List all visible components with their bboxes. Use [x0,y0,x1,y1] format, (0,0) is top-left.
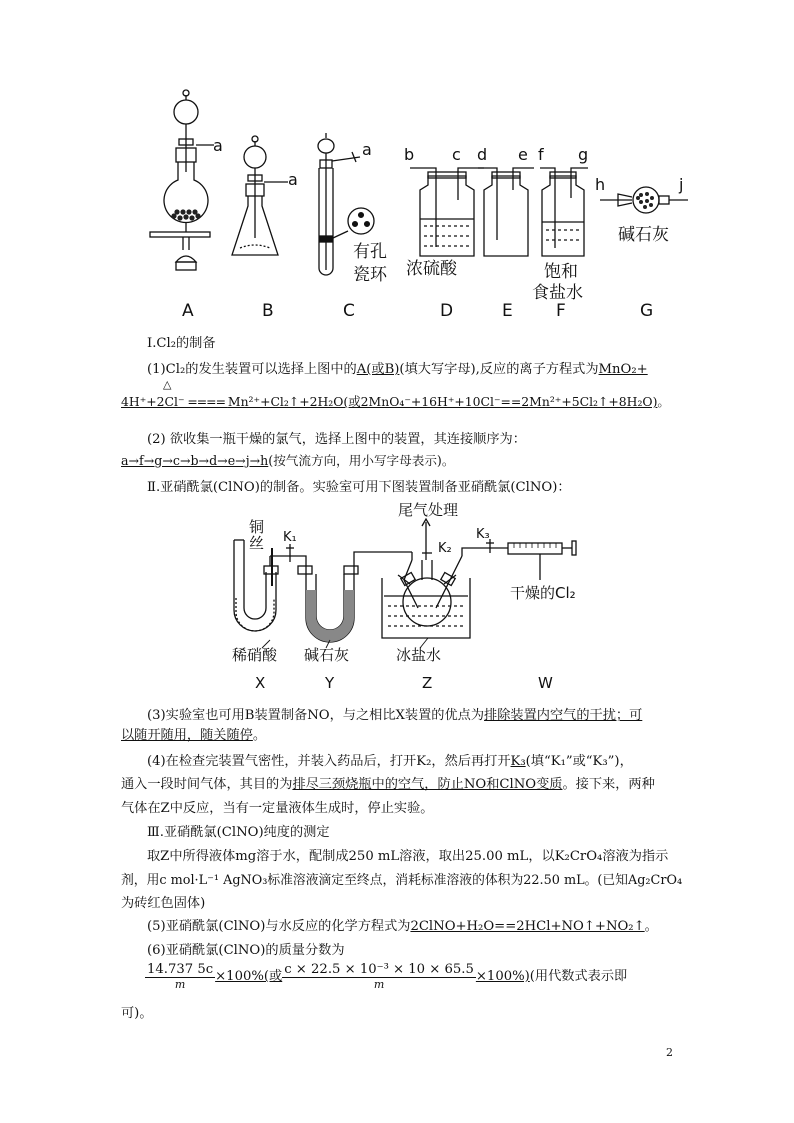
q6-answer: $\frac{14.737 5c}{m}$ ×100%(或 $\frac{\text{c × 22.5 × 10⁻³ × 10 × 65.5}}{m}$ ×100%)(用代数式表示即 [147,962,628,991]
label-A: A [182,301,194,321]
q5-line: (5)亚硝酰氯(ClNO)与水反应的化学方程式为2ClNO+H₂O==2HCl+NO↑+NO₂↑。 [147,919,658,934]
label-a-A: a [213,136,223,155]
apparatus-Y [298,552,412,642]
q1-equation: Mn²⁺+Cl₂↑+2H₂O(或2MnO₄⁻+16H⁺+10Cl⁻==2Mn²⁺+5Cl₂↑+8H₂O) [227,394,658,409]
q5-answer: 2ClNO+H₂O==2HCl+NO↑+NO₂↑ [410,919,645,934]
apparatus-W [462,539,576,580]
section3-p2: 剂，用c mol·L⁻¹ AgNO₃标准溶液滴定至终点，消耗标准溶液的体积为22.50 mL。(已知Ag₂CrO₄ [121,873,683,888]
label-Z: Z [422,674,433,692]
label-K3: K₃ [476,527,490,542]
q3-answer-2: 以随开随用，随关随停 [121,728,253,743]
q4-line3: 气体在Z中反应，当有一定量液体生成时，停止实验。 [121,801,434,816]
q2-answer: a→f→g→c→b→d→e→j→h [121,453,269,468]
q1-answer: A(或B) [356,362,400,377]
label-K2: K₂ [438,541,452,556]
q4-line2: 通入一段时间气体，其目的为排尽三颈烧瓶中的空气，防止NO和ClNO变质。接下来，两种 [121,777,655,792]
label-g: g [578,145,589,164]
label-sat-brine-2: 食盐水 [532,283,583,303]
section3-p3: 为砖红色固体) [121,896,206,911]
q6-fraction-1: $\frac{14.737 5c}{m}$ [147,962,214,991]
q3-line1: (3)实验室也可用B装置制备NO，与之相比X装置的优点为排除装置内空气的干扰；可 [147,708,643,723]
q1-triangle: △ [163,378,172,391]
label-dilute-hno3: 稀硝酸 [232,646,278,664]
label-E: E [502,301,513,321]
q4-purpose-answer: 排尽三颈烧瓶中的空气，防止NO和ClNO变质 [292,777,563,792]
label-h: h [595,175,606,194]
q1-line2: 4H⁺+2Cl⁻ ==== Mn²⁺+Cl₂↑+2H₂O(或2MnO₄⁻+16H⁺+10Cl⁻==2Mn²⁺+5Cl₂↑+8H₂O)。 [121,394,670,409]
label-C: C [343,301,355,321]
label-f: f [538,145,544,164]
label-j: j [679,175,684,194]
q6-fraction-2: $\frac{\text{c × 22.5 × 10⁻³ × 10 × 65.5}}{m}$ [284,962,474,991]
label-b: b [404,145,415,164]
q4-answer: K₃ [510,754,526,769]
page-number: 2 [666,1046,673,1059]
label-soda-lime-Y: 碱石灰 [304,646,350,664]
q2-line2: a→f→g→c→b→d→e→j→h(按气流方向，用小写字母表示)。 [121,453,455,468]
label-copper-wire-2: 丝 [249,534,265,552]
apparatus-X [234,540,300,631]
label-a-C: a [362,140,372,159]
q6-line: (6)亚硝酰氯(ClNO)的质量分数为 [147,943,345,958]
label-Y: Y [325,674,335,692]
section2-heading: Ⅱ.亚硝酰氯(ClNO)的制备。实验室可用下图装置制备亚硝酰氯(ClNO)： [147,480,571,495]
section1-heading: Ⅰ.Cl₂的制备 [147,336,216,351]
q2-line1: (2) 欲收集一瓶干燥的氯气，选择上图中的装置，其连接顺序为： [147,432,526,447]
section3-heading: Ⅲ.亚硝酰氯(ClNO)纯度的测定 [147,825,330,840]
label-ice-brine: 冰盐水 [396,646,442,664]
label-dry-cl2: 干燥的Cl₂ [510,584,576,602]
label-W: W [538,674,553,692]
label-B: B [262,301,274,321]
tail-gas-arrow [422,519,430,540]
q1-line1: (1)Cl₂的发生装置可以选择上图中的A(或B)(填大写字母),反应的离子方程式为MnO₂+ [147,362,648,377]
label-copper-wire-1: 铜 [249,518,265,536]
label-F: F [556,301,566,321]
label-d: d [477,145,488,164]
label-K1: K₁ [283,530,297,545]
apparatus-Z [382,540,470,638]
label-tail-gas: 尾气处理 [398,501,459,519]
label-soda-lime-G: 碱石灰 [618,225,669,245]
label-porous-ring-1: 有孔 [353,242,387,262]
label-conc-h2so4: 浓硫酸 [406,259,457,279]
label-e: e [518,145,528,164]
q6-last: 可)。 [121,1006,153,1021]
q3-answer-1: 排除装置内空气的干扰；可 [484,708,643,723]
q3-line2: 以随开随用，随关随停。 [121,728,267,743]
label-a-B: a [288,170,298,189]
label-D: D [440,301,454,321]
label-sat-brine-1: 饱和 [544,262,578,282]
label-G: G [640,301,654,321]
q4-line1: (4)在检查完装置气密性，并装入药品后，打开K₂，然后再打开K₃(填“K₁”或“K₃”)， [147,754,633,769]
label-c: c [452,145,461,164]
label-porous-ring-2: 瓷环 [353,265,387,285]
section3-p1: 取Z中所得液体mg溶于水，配制成250 mL溶液，取出25.00 mL，以K₂CrO₄溶液为指示 [147,849,669,864]
label-X: X [255,674,266,692]
